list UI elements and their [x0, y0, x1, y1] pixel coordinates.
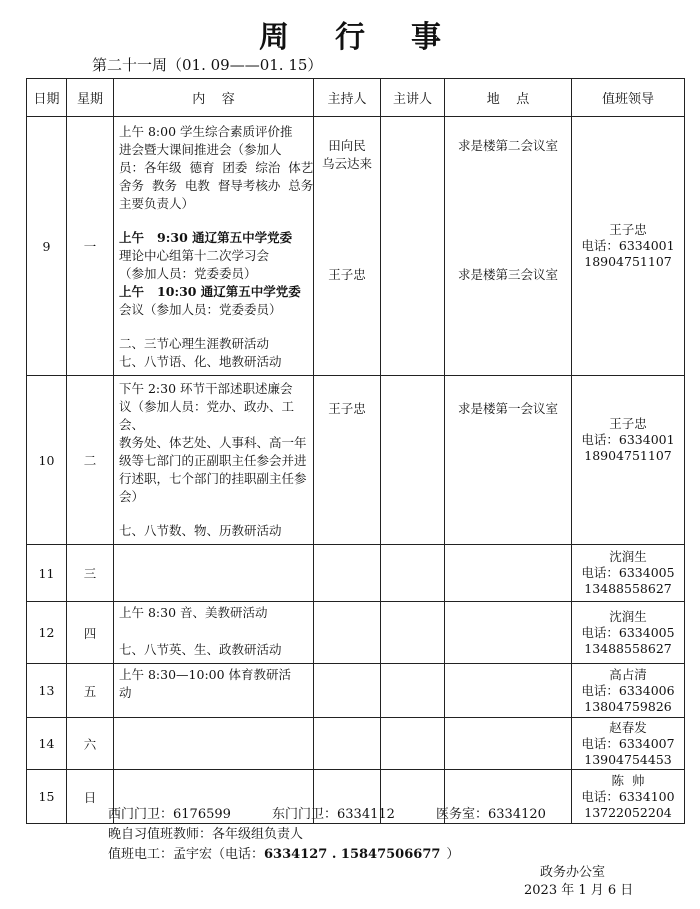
electrician-line	[108, 843, 459, 862]
content-line: 上午 8:30 音、美教研活动	[119, 605, 268, 620]
header-date: 日期	[27, 79, 67, 117]
speaker-cell	[381, 664, 445, 718]
west-gate-phone: 西门门卫：6176599	[108, 807, 231, 822]
leader-name: 沈润生	[609, 608, 647, 624]
date-cell: 14	[27, 718, 67, 770]
table-row	[27, 376, 685, 545]
leader-cell	[572, 718, 685, 770]
leader-phone: 电话：6334007	[581, 735, 675, 751]
location-cell	[445, 117, 572, 376]
speaker-cell	[381, 602, 445, 664]
table-row	[27, 602, 685, 664]
electrician-prefix: 值班电工：孟宇宏（电话：	[108, 847, 265, 862]
content-line: 教务处、体艺处、人事科、高一年	[119, 435, 307, 450]
content-line: 上午 9:30 通辽第五中学党委	[119, 230, 293, 245]
location-name: 求是楼第二会议室	[457, 138, 558, 153]
date-cell: 13	[27, 664, 67, 718]
content-line: 行述职，七个部门的挂职副主任参	[119, 471, 307, 486]
leader-cell	[572, 664, 685, 718]
content-line: 级等七部门的正副职主任参会并进	[119, 453, 307, 468]
speaker-cell	[381, 718, 445, 770]
location-cell	[445, 664, 572, 718]
table-row	[27, 718, 685, 770]
week-label: 第二十一周（01. 09——01. 15）	[92, 56, 323, 74]
weekday-cell: 六	[67, 718, 114, 770]
clinic-phone: 医务室：6334120	[436, 807, 546, 822]
weekday-cell: 二	[67, 376, 114, 545]
content-line: 会议（参加人员：党委委员）	[119, 302, 282, 317]
content-line: 议（参加人员：党办、政办、工会、	[119, 399, 295, 432]
electrician-suffix: ）	[446, 847, 460, 862]
leader-cell	[572, 602, 685, 664]
header-leader: 值班领导	[572, 79, 685, 117]
content-line: 上午 8:30—10:00 体育教研活	[119, 667, 292, 682]
location-cell	[445, 602, 572, 664]
header-content: 内 容	[114, 79, 314, 117]
schedule-table	[26, 78, 685, 824]
leader-phone: 电话：6334005	[581, 565, 675, 580]
leader-mobile: 13488558627	[584, 581, 672, 596]
leader-name: 沈润生	[609, 549, 647, 564]
leader-name: 王子忠	[609, 416, 647, 431]
content-line: 进会暨大课间推进会（参加人	[119, 142, 282, 157]
content-line: 舍务 教务 电教 督导考核办 总务	[119, 178, 314, 193]
location-cell	[445, 545, 572, 602]
leader-mobile: 13904754453	[584, 751, 672, 767]
header-speaker: 主讲人	[381, 79, 445, 117]
content-line: 七、八节英、生、政教研活动	[119, 642, 282, 657]
speaker-cell	[381, 376, 445, 545]
content-cell	[114, 718, 314, 770]
leader-mobile: 18904751107	[584, 448, 672, 463]
weekday-cell: 四	[67, 602, 114, 664]
host-cell	[314, 376, 381, 545]
content-cell	[114, 602, 314, 664]
leader-phone: 电话：6334001	[581, 238, 675, 253]
page-title: 周行事	[259, 20, 487, 55]
header-location: 地 点	[445, 79, 572, 117]
leader-name: 陈 帅	[611, 772, 645, 788]
leader-cell	[572, 545, 685, 602]
leader-mobile: 13488558627	[584, 640, 672, 656]
location-name: 求是楼第一会议室	[457, 401, 558, 416]
table-row	[27, 117, 685, 376]
leader-mobile: 13804759826	[584, 698, 672, 714]
content-line: 动	[119, 685, 132, 700]
content-line: 上午 10:30 通辽第五中学党委	[119, 284, 301, 299]
content-line: 员：各年级 德育 团委 综治 体艺	[119, 160, 314, 175]
host-cell	[314, 664, 381, 718]
leader-phone: 电话：6334005	[581, 624, 675, 640]
speaker-cell	[381, 117, 445, 376]
evening-duty: 晚自习值班教师：各年级组负责人	[108, 827, 304, 842]
electrician-numbers: 6334127 . 15847506677	[264, 847, 441, 862]
leader-phone: 电话：6334100	[581, 788, 675, 804]
header-row	[27, 79, 685, 117]
host-cell	[314, 602, 381, 664]
date-cell: 11	[27, 545, 67, 602]
content-cell	[114, 664, 314, 718]
east-gate-phone: 东门门卫：6334112	[272, 807, 395, 822]
leader-cell	[572, 770, 685, 824]
header-weekday: 星期	[67, 79, 114, 117]
content-line: 二、三节心理生涯教研活动	[119, 336, 270, 351]
host-name: 王子忠	[328, 267, 366, 282]
location-name: 求是楼第三会议室	[457, 267, 558, 282]
host-cell	[314, 545, 381, 602]
weekday-cell: 三	[67, 545, 114, 602]
date-cell: 12	[27, 602, 67, 664]
host-name: 王子忠	[328, 401, 366, 416]
speaker-cell	[381, 545, 445, 602]
content-cell	[114, 376, 314, 545]
host-name: 田向民	[328, 138, 366, 153]
date-cell: 10	[27, 376, 67, 545]
host-cell	[314, 117, 381, 376]
weekday-cell: 五	[67, 664, 114, 718]
leader-mobile: 13722052204	[584, 804, 672, 820]
weekday-cell: 一	[67, 117, 114, 376]
location-cell	[445, 718, 572, 770]
issue-date: 2023 年 1 月 6 日	[524, 883, 634, 898]
leader-phone: 电话：6334001	[581, 432, 675, 447]
issuing-office: 政务办公室	[540, 865, 606, 880]
date-cell: 9	[27, 117, 67, 376]
content-line: 主要负责人）	[119, 196, 195, 211]
leader-phone: 电话：6334006	[581, 682, 675, 698]
content-line: 上午 8:00 学生综合素质评价推	[119, 124, 293, 139]
leader-cell	[572, 376, 685, 545]
header-host: 主持人	[314, 79, 381, 117]
leader-name: 高占清	[609, 666, 647, 682]
weekday-cell: 日	[67, 770, 114, 824]
content-line: 下午 2:30 环节干部述职述廉会	[119, 381, 293, 396]
content-line: 七、八节数、物、历教研活动	[119, 523, 282, 538]
location-cell	[445, 376, 572, 545]
content-line: 会）	[119, 489, 145, 504]
leader-mobile: 18904751107	[584, 254, 672, 269]
leader-name: 赵春发	[609, 719, 647, 735]
date-cell: 15	[27, 770, 67, 824]
leader-cell	[572, 117, 685, 376]
table-row	[27, 545, 685, 602]
table-row	[27, 664, 685, 718]
content-cell	[114, 117, 314, 376]
leader-name: 王子忠	[609, 222, 647, 237]
content-line: 理论中心组第十二次学习会	[119, 248, 270, 263]
content-line: 七、八节语、化、地教研活动	[119, 354, 282, 369]
content-line: （参加人员：党委委员）	[119, 266, 257, 281]
host-cell	[314, 718, 381, 770]
content-cell	[114, 545, 314, 602]
host-name: 乌云达来	[321, 156, 372, 171]
